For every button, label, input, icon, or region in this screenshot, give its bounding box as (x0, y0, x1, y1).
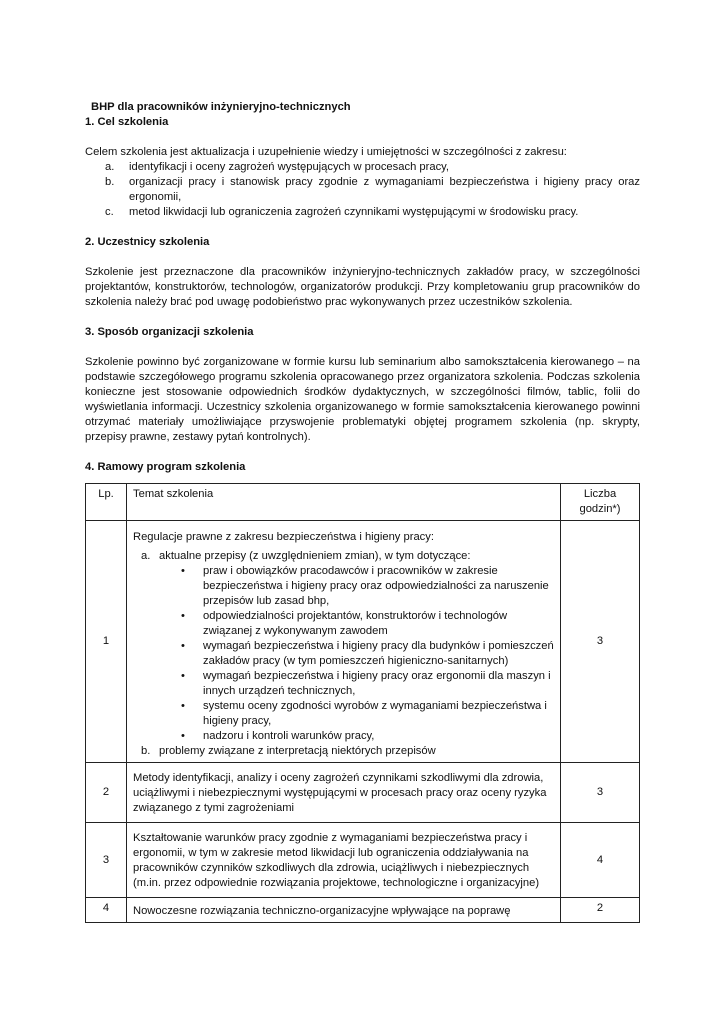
bullet-item: • odpowiedzialności projektantów, konstruktorów i technologów związanej z wykonywanym zawodem (203, 609, 554, 639)
section2-text: Szkolenie jest przeznaczone dla pracowników inżynieryjno-technicznych zakładów pracy, w szczególności projektantów, konstruktorów, technologów, organizatorów produkcji. Przy kompletowaniu grup pracowników do szkolenia należy brać pod uwagę podobieństwo prac wykonywanych przez uczestników szkolenia. (85, 266, 640, 308)
row-topic: Nowoczesne rozwiązania techniczno-organizacyjne wpływające na poprawę (127, 898, 561, 923)
table-header-row (86, 484, 640, 521)
table-row (86, 898, 640, 923)
row-topic (127, 521, 561, 763)
list-text: organizacji pracy i stanowisk pracy zgodnie z wymaganiami bezpieczeństwa i higieny pracy oraz ergonomii, (129, 176, 640, 203)
header-hours: Liczba godzin*) (561, 484, 640, 521)
row-hours: 4 (561, 823, 640, 898)
header-topic: Temat szkolenia (127, 484, 561, 521)
bullet-item: • nadzoru i kontroli warunków pracy, (203, 729, 554, 744)
list-text: aktualne przepisy (z uwzględnieniem zmian), w tym dotyczące: (159, 550, 471, 562)
row-hours: 3 (561, 521, 640, 763)
list-item (105, 160, 640, 175)
row-hours: 3 (561, 763, 640, 823)
row-topic: Kształtowanie warunków pracy zgodnie z wymaganiami bezpieczeństwa pracy i ergonomii, w tym w zakresie metod likwidacji lub ograniczenia oddziaływania na pracowników czynników szkodliwych dla zdrowia, uciążliwych i niebezpiecznych (m.in. przez odpowiednie rozwiązania projektowe, technologiczne i organizacyjne) (127, 823, 561, 898)
bullet-item: • systemu oceny zgodności wyrobów z wymaganiami bezpieczeństwa i higieny pracy, (203, 699, 554, 729)
section1-list (85, 160, 640, 220)
row-lp: 1 (86, 521, 127, 763)
row1-intro: Regulacje prawne z zakresu bezpieczeństwa i higieny pracy: (133, 531, 434, 543)
list-marker: a. (105, 161, 115, 173)
row-lp: 3 (86, 823, 127, 898)
list-item (105, 175, 640, 205)
list-marker: b. (141, 745, 151, 757)
list-marker: a. (141, 550, 151, 562)
section4-heading: 4. Ramowy program szkolenia (85, 461, 246, 473)
section1-heading: 1. Cel szkolenia (85, 116, 169, 128)
program-table (85, 483, 640, 923)
header-lp: Lp. (86, 484, 127, 521)
section3-heading: 3. Sposób organizacji szkolenia (85, 326, 254, 338)
row1-bullets (159, 564, 554, 744)
section2-heading: 2. Uczestnicy szkolenia (85, 236, 210, 248)
list-item (105, 205, 640, 220)
list-text: problemy związane z interpretacją niektórych przepisów (159, 745, 436, 757)
list-text: identyfikacji i oceny zagrożeń występujących w procesach pracy, (129, 161, 450, 173)
bullet-item: • wymagań bezpieczeństwa i higieny pracy oraz ergonomii dla maszyn i innych urządzeń technicznych, (203, 669, 554, 699)
list-item (141, 744, 554, 759)
bullet-item: • wymagań bezpieczeństwa i higieny pracy dla budynków i pomieszczeń zakładów pracy (w tym pomieszczeń higieniczno-sanitarnych) (203, 639, 554, 669)
section1-intro: Celem szkolenia jest aktualizacja i uzupełnienie wiedzy i umiejętności w szczególności z zakresu: (85, 146, 567, 158)
row-hours: 2 (561, 898, 640, 923)
document-page (85, 100, 640, 923)
list-marker: c. (105, 206, 114, 218)
row-topic: Metody identyfikacji, analizy i oceny zagrożeń czynnikami szkodliwymi dla zdrowia, uciążliwymi i niebezpiecznymi występującymi w procesach pracy oraz oceny ryzyka związanego z tymi zagrożeniami (127, 763, 561, 823)
row1-sublist (133, 549, 554, 759)
list-text: metod likwidacji lub ograniczenia zagrożeń czynnikami występującymi w środowisku pracy. (129, 206, 579, 218)
row-lp: 2 (86, 763, 127, 823)
table-row (86, 763, 640, 823)
list-marker: b. (105, 176, 115, 188)
document-title: BHP dla pracowników inżynieryjno-technicznych (91, 101, 351, 113)
section3-text: Szkolenie powinno być zorganizowane w formie kursu lub seminarium albo samokształcenia kierowanego – na podstawie szczegółowego programu szkolenia opracowanego przez organizatora szkolenia. Podczas szkolenia konieczne jest stosowanie odpowiednich środków dydaktycznych, w szczególności filmów, tablic, folii do wyświetlania informacji. Uczestnicy szkolenia organizowanego w formie samokształcenia kierowanego powinni otrzymać materiały umożliwiające przyswojenie problematyki objętej programem szkolenia (np. skrypty, przepisy prawne, zestawy pytań kontrolnych). (85, 356, 640, 443)
row-lp: 4 (86, 898, 127, 923)
table-row (86, 823, 640, 898)
table-row (86, 521, 640, 763)
list-item (141, 549, 554, 744)
bullet-item: • praw i obowiązków pracodawców i pracowników w zakresie bezpieczeństwa i higieny pracy oraz odpowiedzialności za naruszenie przepisów lub zasad bhp, (203, 564, 554, 609)
